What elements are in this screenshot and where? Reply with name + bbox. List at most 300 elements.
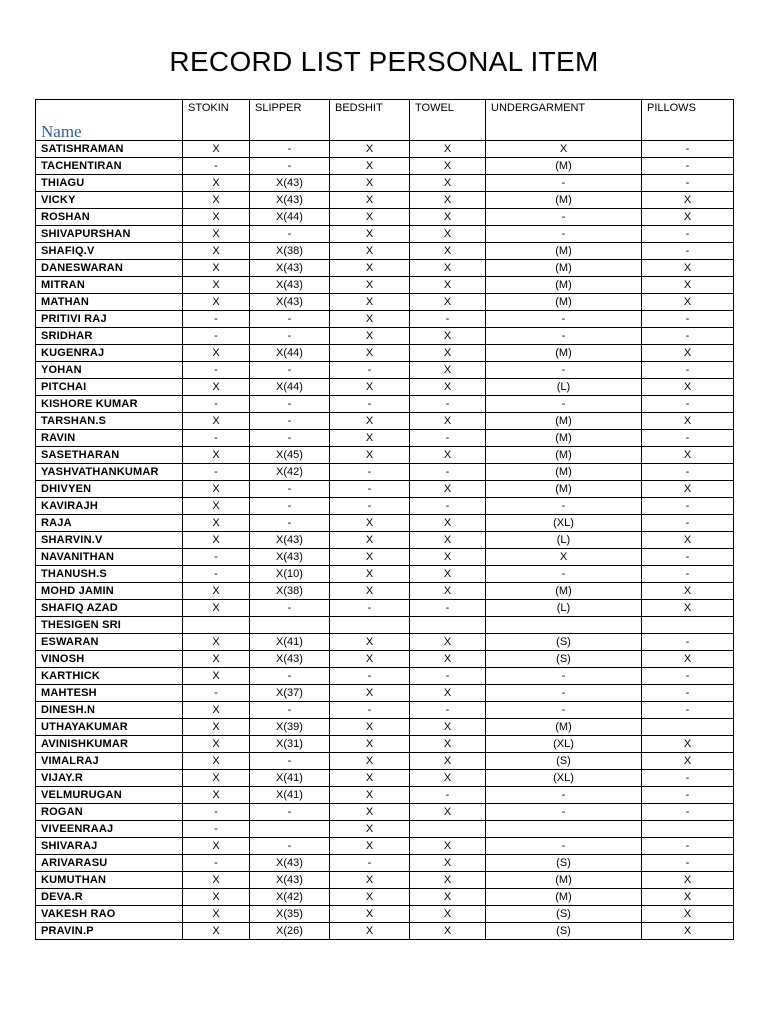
name-cell: SHIVARAJ (36, 838, 183, 855)
pillows-cell: X (642, 600, 734, 617)
pillows-cell: X (642, 277, 734, 294)
towel-cell: X (410, 209, 486, 226)
towel-cell: X (410, 549, 486, 566)
towel-cell: X (410, 158, 486, 175)
pillows-cell: - (642, 515, 734, 532)
towel-cell: X (410, 906, 486, 923)
column-header-slipper: SLIPPER (250, 100, 330, 141)
name-cell: THESIGEN SRI (36, 617, 183, 634)
undergarment-cell: - (486, 498, 642, 515)
name-cell: YASHVATHANKUMAR (36, 464, 183, 481)
name-cell: KISHORE KUMAR (36, 396, 183, 413)
slipper-cell: X(41) (250, 770, 330, 787)
pillows-cell: - (642, 702, 734, 719)
bedshit-cell: X (330, 804, 410, 821)
table-row (36, 617, 734, 634)
undergarment-cell: - (486, 804, 642, 821)
pillows-cell: - (642, 787, 734, 804)
bedshit-cell: X (330, 515, 410, 532)
slipper-cell: X(44) (250, 345, 330, 362)
slipper-cell: - (250, 396, 330, 413)
table-body (36, 141, 734, 940)
name-cell: VELMURUGAN (36, 787, 183, 804)
pillows-cell: X (642, 379, 734, 396)
pillows-cell: X (642, 413, 734, 430)
stokin-cell: X (183, 753, 250, 770)
undergarment-cell: - (486, 396, 642, 413)
pillows-cell: - (642, 175, 734, 192)
slipper-cell: X(45) (250, 447, 330, 464)
pillows-cell: X (642, 192, 734, 209)
slipper-cell: X(42) (250, 889, 330, 906)
pillows-cell: - (642, 685, 734, 702)
table-row (36, 243, 734, 260)
stokin-cell: X (183, 736, 250, 753)
name-cell: VAKESH RAO (36, 906, 183, 923)
slipper-cell: X(43) (250, 260, 330, 277)
undergarment-cell: - (486, 311, 642, 328)
undergarment-cell: - (486, 838, 642, 855)
undergarment-cell: - (486, 328, 642, 345)
undergarment-cell: (S) (486, 753, 642, 770)
bedshit-cell: X (330, 566, 410, 583)
slipper-cell: - (250, 141, 330, 158)
table-row (36, 736, 734, 753)
table-row (36, 141, 734, 158)
pillows-cell: X (642, 889, 734, 906)
table-row (36, 328, 734, 345)
slipper-cell: X(42) (250, 464, 330, 481)
pillows-cell: X (642, 583, 734, 600)
stokin-cell: X (183, 175, 250, 192)
stokin-cell: X (183, 277, 250, 294)
stokin-cell: X (183, 481, 250, 498)
table-row (36, 175, 734, 192)
towel-cell (410, 821, 486, 838)
undergarment-cell: - (486, 668, 642, 685)
undergarment-cell: - (486, 175, 642, 192)
table-row (36, 277, 734, 294)
name-cell: MOHD JAMIN (36, 583, 183, 600)
name-cell: PRAVIN.P (36, 923, 183, 940)
table-row (36, 651, 734, 668)
pillows-cell: - (642, 311, 734, 328)
undergarment-cell: (S) (486, 634, 642, 651)
slipper-cell: - (250, 498, 330, 515)
pillows-cell: X (642, 260, 734, 277)
name-cell: SHARVIN.V (36, 532, 183, 549)
slipper-cell: X(43) (250, 277, 330, 294)
name-cell: TARSHAN.S (36, 413, 183, 430)
name-cell: ROGAN (36, 804, 183, 821)
slipper-cell: X(43) (250, 855, 330, 872)
bedshit-cell: X (330, 821, 410, 838)
pillows-cell: X (642, 753, 734, 770)
stokin-cell: X (183, 889, 250, 906)
undergarment-cell: (L) (486, 379, 642, 396)
stokin-cell: X (183, 260, 250, 277)
slipper-cell: X(26) (250, 923, 330, 940)
column-header-stokin: STOKIN (183, 100, 250, 141)
towel-cell: X (410, 192, 486, 209)
towel-cell: X (410, 651, 486, 668)
name-cell: VIMALRAJ (36, 753, 183, 770)
stokin-cell: X (183, 294, 250, 311)
pillows-cell: - (642, 141, 734, 158)
slipper-cell: X(38) (250, 243, 330, 260)
bedshit-cell: - (330, 498, 410, 515)
towel-cell: X (410, 175, 486, 192)
table-row (36, 379, 734, 396)
name-cell: SATISHRAMAN (36, 141, 183, 158)
pillows-cell: - (642, 464, 734, 481)
slipper-cell: - (250, 226, 330, 243)
table-row (36, 634, 734, 651)
undergarment-cell: (M) (486, 158, 642, 175)
table-row (36, 719, 734, 736)
towel-cell: X (410, 345, 486, 362)
bedshit-cell: X (330, 192, 410, 209)
undergarment-cell: (M) (486, 447, 642, 464)
table-row (36, 872, 734, 889)
towel-cell: - (410, 498, 486, 515)
name-cell: THIAGU (36, 175, 183, 192)
bedshit-cell: X (330, 685, 410, 702)
slipper-cell: - (250, 413, 330, 430)
stokin-cell: X (183, 243, 250, 260)
undergarment-cell: (L) (486, 532, 642, 549)
undergarment-cell: (M) (486, 719, 642, 736)
stokin-cell: X (183, 770, 250, 787)
name-cell: VICKY (36, 192, 183, 209)
slipper-cell: X(41) (250, 634, 330, 651)
stokin-cell: X (183, 872, 250, 889)
slipper-cell: X(43) (250, 549, 330, 566)
stokin-cell: - (183, 464, 250, 481)
bedshit-cell: X (330, 311, 410, 328)
towel-cell: X (410, 634, 486, 651)
pillows-cell (642, 821, 734, 838)
table-row (36, 498, 734, 515)
towel-cell: X (410, 379, 486, 396)
towel-cell: X (410, 855, 486, 872)
column-header-towel: TOWEL (410, 100, 486, 141)
slipper-cell: X(43) (250, 175, 330, 192)
stokin-cell: X (183, 634, 250, 651)
undergarment-cell: (S) (486, 906, 642, 923)
name-cell: YOHAN (36, 362, 183, 379)
slipper-cell: - (250, 668, 330, 685)
name-cell: DHIVYEN (36, 481, 183, 498)
bedshit-cell: - (330, 396, 410, 413)
bedshit-cell: X (330, 379, 410, 396)
slipper-cell: X(44) (250, 379, 330, 396)
name-cell: THANUSH.S (36, 566, 183, 583)
table-row (36, 838, 734, 855)
table-row (36, 821, 734, 838)
pillows-cell: - (642, 158, 734, 175)
stokin-cell: X (183, 192, 250, 209)
towel-cell: X (410, 413, 486, 430)
towel-cell: X (410, 838, 486, 855)
pillows-cell: X (642, 736, 734, 753)
table-row (36, 855, 734, 872)
pillows-cell: X (642, 532, 734, 549)
towel-cell: - (410, 311, 486, 328)
column-header-pillows: PILLOWS (642, 100, 734, 141)
name-cell: MATHAN (36, 294, 183, 311)
stokin-cell (183, 617, 250, 634)
stokin-cell: - (183, 362, 250, 379)
bedshit-cell (330, 617, 410, 634)
pillows-cell: - (642, 634, 734, 651)
table-row (36, 600, 734, 617)
slipper-cell: - (250, 804, 330, 821)
name-cell: ROSHAN (36, 209, 183, 226)
name-cell: VIJAY.R (36, 770, 183, 787)
undergarment-cell: (S) (486, 855, 642, 872)
towel-cell: X (410, 566, 486, 583)
slipper-cell: X(44) (250, 209, 330, 226)
undergarment-cell: - (486, 787, 642, 804)
pillows-cell: X (642, 345, 734, 362)
towel-cell: - (410, 668, 486, 685)
pillows-cell: - (642, 804, 734, 821)
name-cell: KARTHICK (36, 668, 183, 685)
pillows-cell: - (642, 549, 734, 566)
bedshit-cell: X (330, 872, 410, 889)
undergarment-cell: (M) (486, 872, 642, 889)
undergarment-cell: (M) (486, 345, 642, 362)
table-row (36, 362, 734, 379)
pillows-cell: - (642, 770, 734, 787)
towel-cell: X (410, 362, 486, 379)
towel-cell: - (410, 464, 486, 481)
undergarment-cell: (M) (486, 464, 642, 481)
stokin-cell: - (183, 804, 250, 821)
name-cell: DEVA.R (36, 889, 183, 906)
name-cell: MAHTESH (36, 685, 183, 702)
name-cell: ARIVARASU (36, 855, 183, 872)
stokin-cell: - (183, 311, 250, 328)
towel-cell: X (410, 447, 486, 464)
towel-cell: X (410, 923, 486, 940)
pillows-cell: X (642, 209, 734, 226)
bedshit-cell: - (330, 464, 410, 481)
bedshit-cell: X (330, 226, 410, 243)
bedshit-cell: - (330, 362, 410, 379)
slipper-cell: - (250, 430, 330, 447)
slipper-cell: X(43) (250, 872, 330, 889)
bedshit-cell: X (330, 141, 410, 158)
undergarment-cell: - (486, 702, 642, 719)
bedshit-cell: X (330, 634, 410, 651)
column-header-bedshit: BEDSHIT (330, 100, 410, 141)
table-row (36, 260, 734, 277)
stokin-cell: X (183, 838, 250, 855)
name-cell: SHAFIQ AZAD (36, 600, 183, 617)
name-cell: DANESWARAN (36, 260, 183, 277)
name-cell: NAVANITHAN (36, 549, 183, 566)
table-row (36, 889, 734, 906)
stokin-cell: X (183, 668, 250, 685)
slipper-cell: X(10) (250, 566, 330, 583)
towel-cell (410, 617, 486, 634)
table-row (36, 583, 734, 600)
towel-cell: X (410, 583, 486, 600)
pillows-cell: X (642, 481, 734, 498)
table-row (36, 685, 734, 702)
record-table (35, 99, 734, 940)
pillows-cell: - (642, 396, 734, 413)
table-row (36, 668, 734, 685)
name-cell: SHIVAPURSHAN (36, 226, 183, 243)
undergarment-cell: (M) (486, 260, 642, 277)
stokin-cell: X (183, 413, 250, 430)
towel-cell: X (410, 243, 486, 260)
bedshit-cell: X (330, 209, 410, 226)
bedshit-cell: X (330, 583, 410, 600)
undergarment-cell: - (486, 685, 642, 702)
slipper-cell: - (250, 328, 330, 345)
undergarment-cell: (M) (486, 243, 642, 260)
stokin-cell: X (183, 345, 250, 362)
slipper-cell: X(31) (250, 736, 330, 753)
name-cell: KUMUTHAN (36, 872, 183, 889)
towel-cell: X (410, 532, 486, 549)
pillows-cell: - (642, 362, 734, 379)
slipper-cell: X(43) (250, 192, 330, 209)
towel-cell: X (410, 294, 486, 311)
table-row (36, 787, 734, 804)
bedshit-cell: - (330, 702, 410, 719)
stokin-cell: X (183, 651, 250, 668)
stokin-cell: X (183, 379, 250, 396)
slipper-cell: - (250, 481, 330, 498)
column-header-undergarment: UNDERGARMENT (486, 100, 642, 141)
name-cell: VINOSH (36, 651, 183, 668)
table-row (36, 396, 734, 413)
towel-cell: X (410, 481, 486, 498)
bedshit-cell: X (330, 413, 410, 430)
slipper-cell (250, 617, 330, 634)
table-row (36, 413, 734, 430)
pillows-cell: X (642, 651, 734, 668)
bedshit-cell: X (330, 906, 410, 923)
bedshit-cell: X (330, 787, 410, 804)
name-cell: RAJA (36, 515, 183, 532)
table-row (36, 464, 734, 481)
pillows-cell: - (642, 328, 734, 345)
pillows-cell: - (642, 243, 734, 260)
pillows-cell (642, 617, 734, 634)
slipper-cell: X(37) (250, 685, 330, 702)
undergarment-cell: (S) (486, 651, 642, 668)
name-cell: SRIDHAR (36, 328, 183, 345)
bedshit-cell: X (330, 345, 410, 362)
name-cell: AVINISHKUMAR (36, 736, 183, 753)
undergarment-cell: X (486, 141, 642, 158)
slipper-cell: - (250, 311, 330, 328)
bedshit-cell: X (330, 294, 410, 311)
undergarment-cell: - (486, 566, 642, 583)
slipper-cell: X(43) (250, 532, 330, 549)
slipper-cell: - (250, 600, 330, 617)
header-row (36, 100, 734, 141)
towel-cell: - (410, 600, 486, 617)
table-row (36, 515, 734, 532)
stokin-cell: - (183, 158, 250, 175)
bedshit-cell: X (330, 838, 410, 855)
bedshit-cell: X (330, 430, 410, 447)
bedshit-cell: X (330, 277, 410, 294)
bedshit-cell: X (330, 447, 410, 464)
slipper-cell: X(39) (250, 719, 330, 736)
table-row (36, 209, 734, 226)
name-cell: PITCHAI (36, 379, 183, 396)
undergarment-cell: (M) (486, 481, 642, 498)
stokin-cell: - (183, 566, 250, 583)
table-row (36, 566, 734, 583)
towel-cell: X (410, 804, 486, 821)
bedshit-cell: X (330, 158, 410, 175)
stokin-cell: X (183, 787, 250, 804)
name-cell: VIVEENRAAJ (36, 821, 183, 838)
name-cell: RAVIN (36, 430, 183, 447)
name-cell: PRITIVI RAJ (36, 311, 183, 328)
table-row (36, 906, 734, 923)
undergarment-cell: (S) (486, 923, 642, 940)
undergarment-cell: - (486, 362, 642, 379)
undergarment-cell: - (486, 226, 642, 243)
name-cell: MITRAN (36, 277, 183, 294)
slipper-cell: - (250, 362, 330, 379)
undergarment-cell: (M) (486, 294, 642, 311)
table-row (36, 430, 734, 447)
stokin-cell: X (183, 141, 250, 158)
pillows-cell: - (642, 668, 734, 685)
slipper-cell: - (250, 515, 330, 532)
table-row (36, 226, 734, 243)
pillows-cell: - (642, 430, 734, 447)
table-row (36, 804, 734, 821)
towel-cell: X (410, 515, 486, 532)
name-cell: SASETHARAN (36, 447, 183, 464)
stokin-cell: - (183, 549, 250, 566)
undergarment-cell: (M) (486, 413, 642, 430)
undergarment-cell: (M) (486, 430, 642, 447)
towel-cell: X (410, 719, 486, 736)
table-row (36, 532, 734, 549)
undergarment-cell (486, 617, 642, 634)
table-row (36, 311, 734, 328)
stokin-cell: - (183, 328, 250, 345)
towel-cell: X (410, 226, 486, 243)
table-row (36, 702, 734, 719)
table-row (36, 549, 734, 566)
towel-cell: - (410, 702, 486, 719)
stokin-cell: X (183, 600, 250, 617)
table-row (36, 923, 734, 940)
stokin-cell: X (183, 906, 250, 923)
towel-cell: X (410, 328, 486, 345)
slipper-cell: - (250, 702, 330, 719)
towel-cell: X (410, 277, 486, 294)
towel-cell: X (410, 260, 486, 277)
undergarment-cell (486, 821, 642, 838)
name-cell: KUGENRAJ (36, 345, 183, 362)
pillows-cell: - (642, 566, 734, 583)
